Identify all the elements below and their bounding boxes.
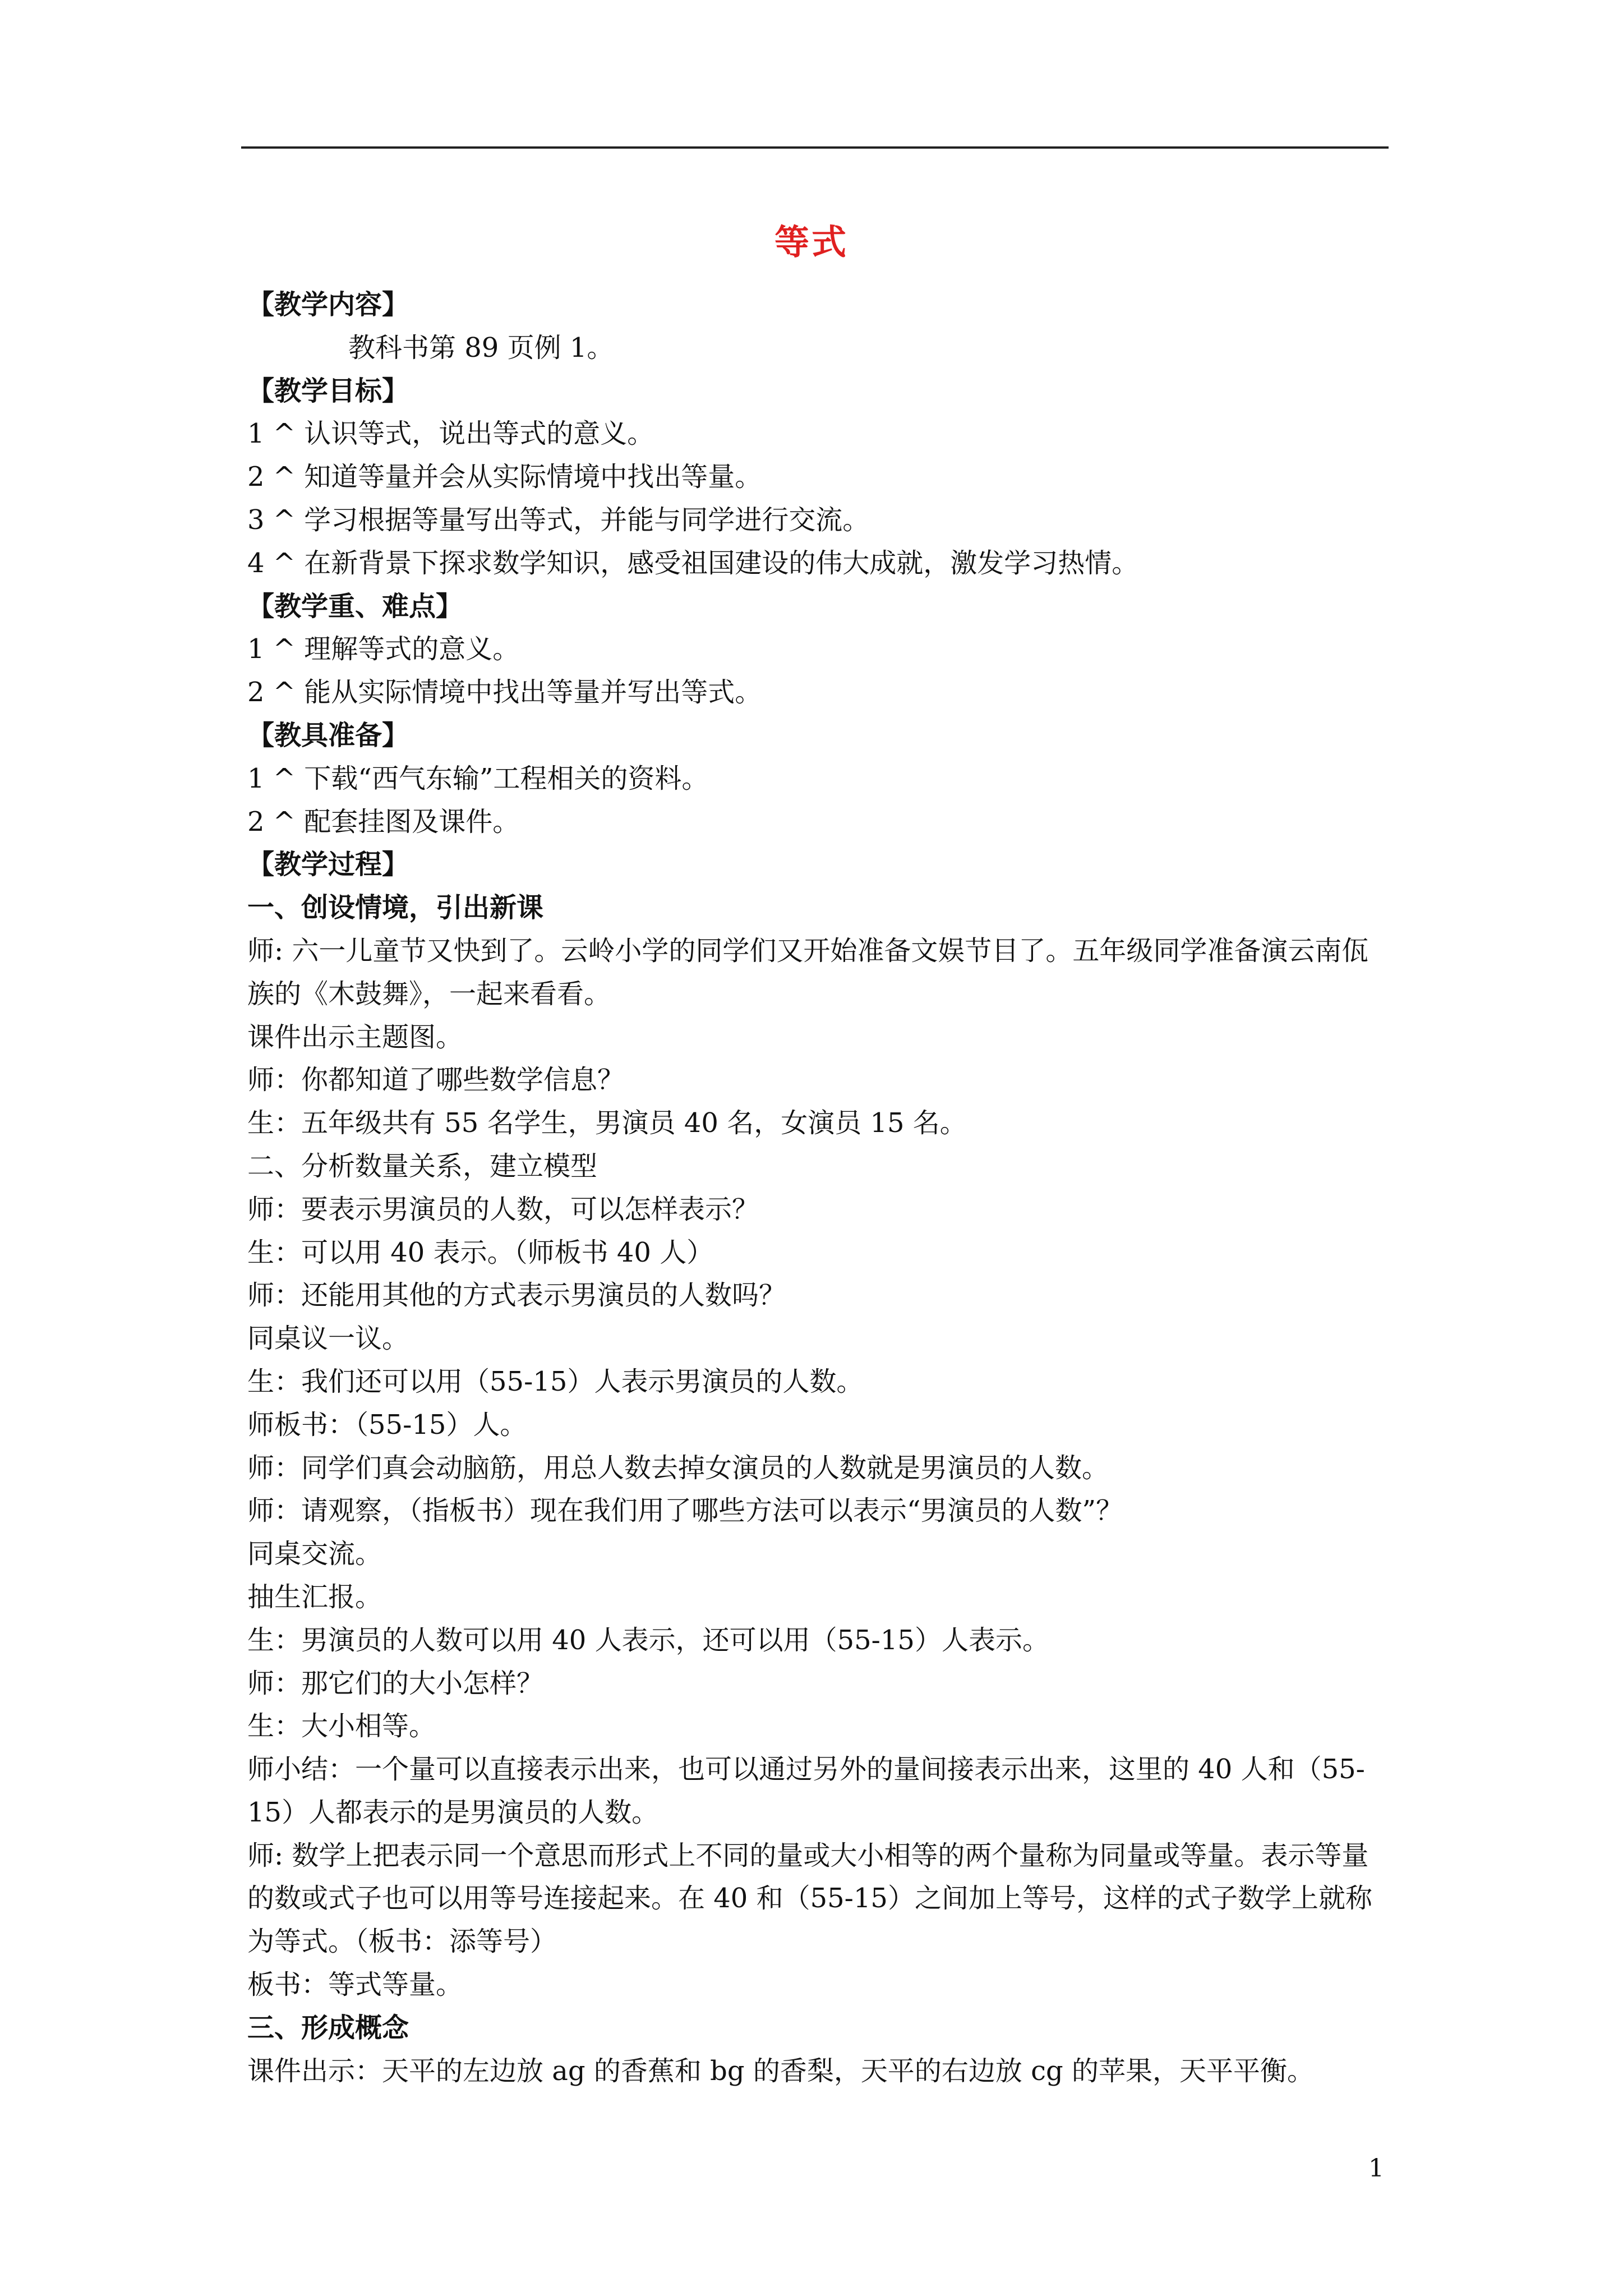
text-line: 师: 六一儿童节又快到了。云岭小学的同学们又开始准备文娱节目了。五年级同学准备演云南佤族的《木鼓舞》，一起来看看。 [247, 935, 1369, 1010]
text-line: 师：那它们的大小怎样？ [247, 1667, 544, 1699]
document-title: 等式 [774, 222, 849, 263]
text-line: 课件出示主题图。 [247, 1021, 463, 1053]
page-number: 1 [1368, 2154, 1384, 2183]
text-line: 1 ^ 下载“西气东输”工程相关的资料。 [247, 762, 709, 794]
section-heading: 【教具准备】 [247, 719, 409, 751]
text-line: 4 ^ 在新背景下探求数学知识，感受祖国建设的伟大成就，激发学习热情。 [247, 547, 1139, 579]
header-rule [241, 146, 1389, 149]
text-line: 师：你都知道了哪些数学信息？ [247, 1064, 625, 1096]
text-line: 生：男演员的人数可以用 40 人表示，还可以用（55-15）人表示。 [247, 1624, 1049, 1656]
text-line: 生：五年级共有 55 名学生，男演员 40 名，女演员 15 名。 [247, 1107, 967, 1139]
text-line: 师：请观察，（指板书）现在我们用了哪些方法可以表示“男演员的人数”？ [247, 1495, 1123, 1527]
text-line: 1 ^ 理解等式的意义。 [247, 633, 520, 665]
text-line: 课件出示：天平的左边放 ag 的香蕉和 bg 的香梨，天平的右边放 cg 的苹果，天平平衡。 [247, 2055, 1314, 2087]
text-line: 2 ^ 配套挂图及课件。 [247, 806, 520, 838]
text-line: 生：可以用 40 表示。（师板书 40 人） [247, 1236, 714, 1268]
text-line: 同桌议一议。 [247, 1323, 409, 1355]
text-line: 二、分析数量关系，建立模型 [247, 1150, 598, 1182]
section-heading: 【教学过程】 [247, 849, 409, 881]
text-line: 同桌交流。 [247, 1538, 382, 1570]
text-line: 板书：等式等量。 [247, 1969, 463, 2001]
text-line: 教科书第 89 页例 1。 [348, 332, 614, 364]
section-heading: 三、形成概念 [247, 2012, 409, 2044]
document-body [247, 283, 1391, 2092]
text-line: 师：还能用其他的方式表示男演员的人数吗？ [247, 1280, 786, 1312]
text-line: 师：同学们真会动脑筋，用总人数去掉女演员的人数就是男演员的人数。 [247, 1452, 1109, 1484]
text-line: 2 ^ 能从实际情境中找出等量并写出等式。 [247, 677, 762, 708]
text-line: 2 ^ 知道等量并会从实际情境中找出等量。 [247, 461, 762, 493]
section-heading: 【教学内容】 [247, 289, 409, 320]
text-line: 师板书：（55-15）人。 [247, 1409, 527, 1441]
text-line: 师: 数学上把表示同一个意思而形式上不同的量或大小相等的两个量称为同量或等量。表示等量的数或式子也可以用等号连接起来。在 40 和（55-15）之间加上等号，这样的式子数学上就称为等式。（板书：添等号） [247, 1839, 1372, 1958]
text-line: 3 ^ 学习根据等量写出等式，并能与同学进行交流。 [247, 504, 870, 536]
section-heading: 【教学重、难点】 [247, 590, 463, 622]
text-line: 师：要表示男演员的人数，可以怎样表示？ [247, 1193, 759, 1225]
text-line: 1 ^ 认识等式，说出等式的意义。 [247, 418, 654, 450]
text-line: 抽生汇报。 [247, 1581, 382, 1613]
section-heading: 一、创设情境，引出新课 [247, 892, 544, 924]
text-line: 生：大小相等。 [247, 1710, 436, 1742]
text-line: 生：我们还可以用（55-15）人表示男演员的人数。 [247, 1365, 864, 1397]
section-heading: 【教学目标】 [247, 375, 409, 407]
text-line: 师小结：一个量可以直接表示出来，也可以通过另外的量间接表示出来，这里的 40 人和（55-15）人都表示的是男演员的人数。 [247, 1754, 1365, 1828]
